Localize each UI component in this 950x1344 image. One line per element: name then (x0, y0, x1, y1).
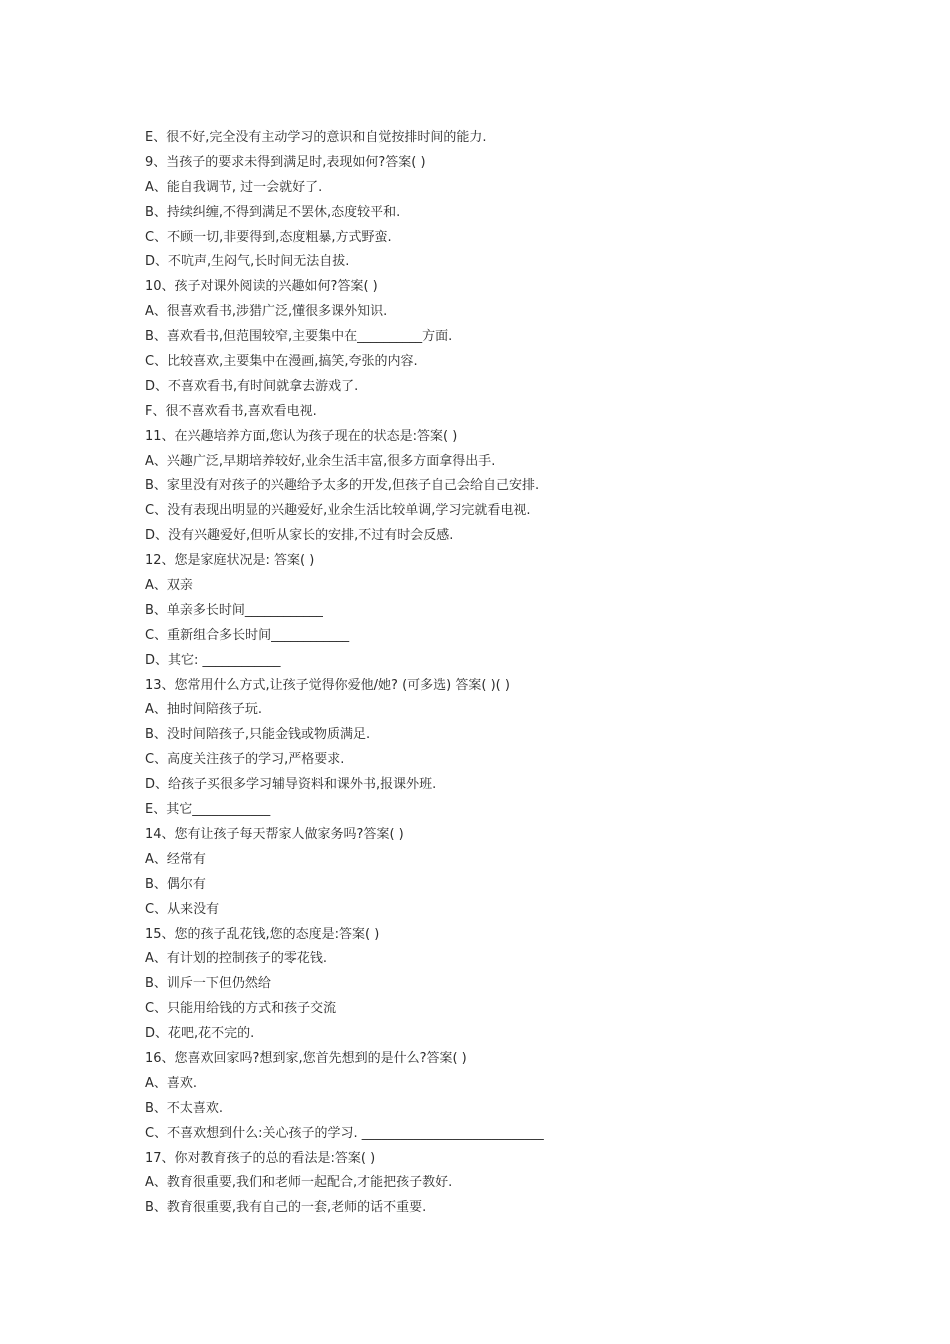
text-line: B、没时间陪孩子,只能金钱或物质满足. (145, 727, 371, 743)
text-line: D、花吧,花不完的. (145, 1026, 255, 1042)
text-line: B、教育很重要,我有自己的一套,老师的话不重要. (145, 1200, 427, 1216)
text-line: A、喜欢. (145, 1075, 198, 1091)
text-line: B、单亲多长时间____________ (145, 602, 323, 618)
text-line: 16、您喜欢回家吗?想到家,您首先想到的是什么?答案( ) (145, 1050, 467, 1066)
text-line: B、家里没有对孩子的兴趣给予太多的开发,但孩子自己会给自己安排. (145, 478, 540, 494)
questionnaire-text (145, 126, 865, 1221)
text-line: 9、当孩子的要求未得到满足时,表现如何?答案( ) (145, 154, 426, 170)
text-line: 17、你对教育孩子的总的看法是:答案( ) (145, 1150, 376, 1166)
text-line: A、能自我调节, 过一会就好了. (145, 179, 323, 195)
text-line: C、重新组合多长时间____________ (145, 627, 350, 643)
text-line: 12、您是家庭状况是: 答案( ) (145, 553, 315, 569)
text-line: A、有计划的控制孩子的零花钱. (145, 951, 328, 967)
text-line: C、比较喜欢,主要集中在漫画,搞笑,夸张的内容. (145, 354, 418, 370)
text-line: 14、您有让孩子每天帮家人做家务吗?答案( ) (145, 826, 404, 842)
text-line: B、不太喜欢. (145, 1100, 224, 1116)
text-line: A、教育很重要,我们和老师一起配合,才能把孩子教好. (145, 1175, 453, 1191)
text-line: D、不吭声,生闷气,长时间无法自拔. (145, 254, 350, 270)
text-line: C、只能用给钱的方式和孩子交流 (145, 1001, 337, 1017)
text-line: 15、您的孩子乱花钱,您的态度是:答案( ) (145, 926, 380, 942)
text-line: C、从来没有 (145, 901, 220, 917)
text-line: B、喜欢看书,但范围较窄,主要集中在__________方面. (145, 329, 453, 345)
text-line: C、高度关注孩子的学习,严格要求. (145, 752, 345, 768)
text-line: A、双亲 (145, 578, 193, 594)
text-line: C、不喜欢想到什么:关心孩子的学习. ____________________________ (145, 1125, 544, 1141)
text-line: B、训斥一下但仍然给 (145, 976, 271, 992)
text-line: D、其它: ____________ (145, 652, 281, 668)
text-line: D、给孩子买很多学习辅导资料和课外书,报课外班. (145, 777, 437, 793)
text-line: E、其它____________ (145, 802, 271, 818)
text-line: F、很不喜欢看书,喜欢看电视. (145, 403, 317, 419)
text-line: A、抽时间陪孩子玩. (145, 702, 263, 718)
text-line: C、不顾一切,非要得到,态度粗暴,方式野蛮. (145, 229, 392, 245)
text-line: 10、孩子对课外阅读的兴趣如何?答案( ) (145, 279, 378, 295)
text-line: D、没有兴趣爱好,但听从家长的安排,不过有时会反感. (145, 528, 454, 544)
text-line: A、很喜欢看书,涉猎广泛,懂很多课外知识. (145, 304, 388, 320)
text-line: E、很不好,完全没有主动学习的意识和自觉按排时间的能力. (145, 130, 487, 145)
text-line: C、没有表现出明显的兴趣爱好,业余生活比较单调,学习完就看电视. (145, 503, 531, 519)
text-line: D、不喜欢看书,有时间就拿去游戏了. (145, 378, 359, 394)
text-line: 13、您常用什么方式,让孩子觉得你爱他/她? (可多选) 答案( )( ) (145, 677, 510, 693)
text-line: 11、在兴趣培养方面,您认为孩子现在的状态是:答案( ) (145, 428, 458, 444)
text-line: B、持续纠缠,不得到满足不罢休,态度较平和. (145, 204, 401, 220)
text-line: B、偶尔有 (145, 876, 206, 892)
text-line: A、兴趣广泛,早期培养较好,业余生活丰富,很多方面拿得出手. (145, 453, 496, 469)
text-line: A、经常有 (145, 851, 206, 867)
